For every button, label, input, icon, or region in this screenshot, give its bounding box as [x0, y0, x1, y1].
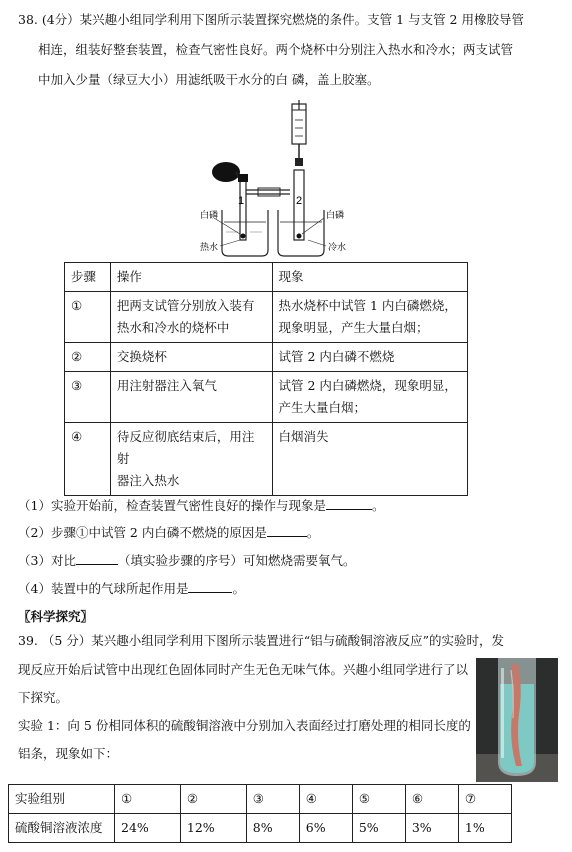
- table-cell: 5%: [352, 814, 405, 843]
- hot-water-label: 热水: [200, 243, 219, 253]
- q39-intro-line-5: 铝条，现象如下：: [18, 746, 119, 761]
- combustion-apparatus-diagram: [200, 100, 370, 262]
- row-label: 硫酸铜溶液浓度: [9, 814, 115, 843]
- q39-intro-line-1: 39. （5 分）某兴趣小组同学利用下图所示装置进行“铝与硫酸铜溶液反应”的实验时，发: [18, 633, 505, 648]
- q39-intro-line-4: 实验 1：向 5 份相同体积的硫酸铜溶液中分别加入表面经过打磨处理的相同长度的: [18, 718, 471, 733]
- answer-blank[interactable]: [326, 498, 372, 510]
- observation-cell: 试管 2 内白磷不燃烧: [272, 343, 468, 372]
- q39-intro-line-3: 下探究。: [18, 690, 69, 705]
- table-cell: 24%: [115, 814, 181, 843]
- observation-cell: 试管 2 内白磷燃烧，现象明显， 产生大量白烟；: [272, 372, 468, 423]
- tube-1-label: 1: [238, 195, 245, 207]
- table-cell: 3%: [405, 814, 458, 843]
- q38-question-4: （4）装置中的气球所起作用是 。: [18, 581, 245, 596]
- answer-blank[interactable]: [267, 525, 307, 537]
- table-row: [65, 292, 468, 343]
- observation-cell: 白烟消失: [272, 423, 468, 496]
- step-cell: ③: [65, 372, 111, 423]
- section-heading: 〖科学探究〗: [18, 609, 94, 624]
- header-operation: 操作: [110, 263, 272, 292]
- step-cell: ①: [65, 292, 111, 343]
- operation-cell: 交换烧杯: [110, 343, 272, 372]
- header-cell: ⑦: [458, 785, 511, 814]
- q38-question-1: （1）实验开始前，检查装置气密性良好的操作与现象是 。: [18, 498, 385, 513]
- table-row: [65, 423, 468, 496]
- q38-question-3: （3）对比 （填实验步骤的序号）可知燃烧需要氧气。: [18, 553, 356, 568]
- header-cell: ④: [299, 785, 352, 814]
- table-row: [65, 343, 468, 372]
- answer-blank[interactable]: [188, 581, 232, 593]
- step-cell: ②: [65, 343, 111, 372]
- tube-2-label: 2: [296, 195, 303, 207]
- cold-water-label: 冷水: [328, 243, 347, 253]
- table-cell: 6%: [299, 814, 352, 843]
- table-header-row: [9, 785, 512, 814]
- table-row: [65, 372, 468, 423]
- header-cell: ③: [246, 785, 299, 814]
- white-phosphorus-left-label: 白磷: [200, 211, 219, 221]
- q39-intro-line-2: 现反应开始后试管中出现红色固体同时产生无色无味气体。兴趣小组同学进行了以: [18, 662, 469, 677]
- header-cell: ②: [180, 785, 246, 814]
- q38-question-2: （2）步骤①中试管 2 内白磷不燃烧的原因是 。: [18, 525, 320, 540]
- operation-cell: 把两支试管分别放入装有 热水和冷水的烧杯中: [110, 292, 272, 343]
- table-cell: 8%: [246, 814, 299, 843]
- table-cell: 1%: [458, 814, 511, 843]
- observation-cell: 热水烧杯中试管 1 内白磷燃烧， 现象明显，产生大量白烟；: [272, 292, 468, 343]
- table-row: [9, 814, 512, 843]
- answer-blank[interactable]: [76, 553, 118, 565]
- q39-concentration-table: [8, 784, 512, 843]
- header-cell: ⑥: [405, 785, 458, 814]
- header-cell: ①: [115, 785, 181, 814]
- table-cell: 12%: [180, 814, 246, 843]
- q38-intro-line-1: 38. (4分）某兴趣小组同学利用下图所示装置探究燃烧的条件。支管 1 与支管 2 用橡胶导管: [18, 12, 524, 27]
- test-tube-photo: [476, 658, 558, 782]
- q38-intro-line-2: 相连，组装好整套装置，检查气密性良好。两个烧杯中分别注入热水和冷水；两支试管: [38, 42, 514, 57]
- q38-intro-line-3: 中加入少量（绿豆大小）用滤纸吸干水分的白 磷，盖上胶塞。: [38, 72, 380, 87]
- header-observation: 现象: [272, 263, 468, 292]
- header-step: 步骤: [65, 263, 111, 292]
- operation-cell: 用注射器注入氧气: [110, 372, 272, 423]
- step-cell: ④: [65, 423, 111, 496]
- operation-cell: 待反应彻底结束后，用注射 器注入热水: [110, 423, 272, 496]
- header-group: 实验组别: [9, 785, 115, 814]
- q38-steps-table: [64, 262, 468, 496]
- table-header-row: [65, 263, 468, 292]
- header-cell: ⑤: [352, 785, 405, 814]
- white-phosphorus-right-label: 白磷: [326, 211, 345, 221]
